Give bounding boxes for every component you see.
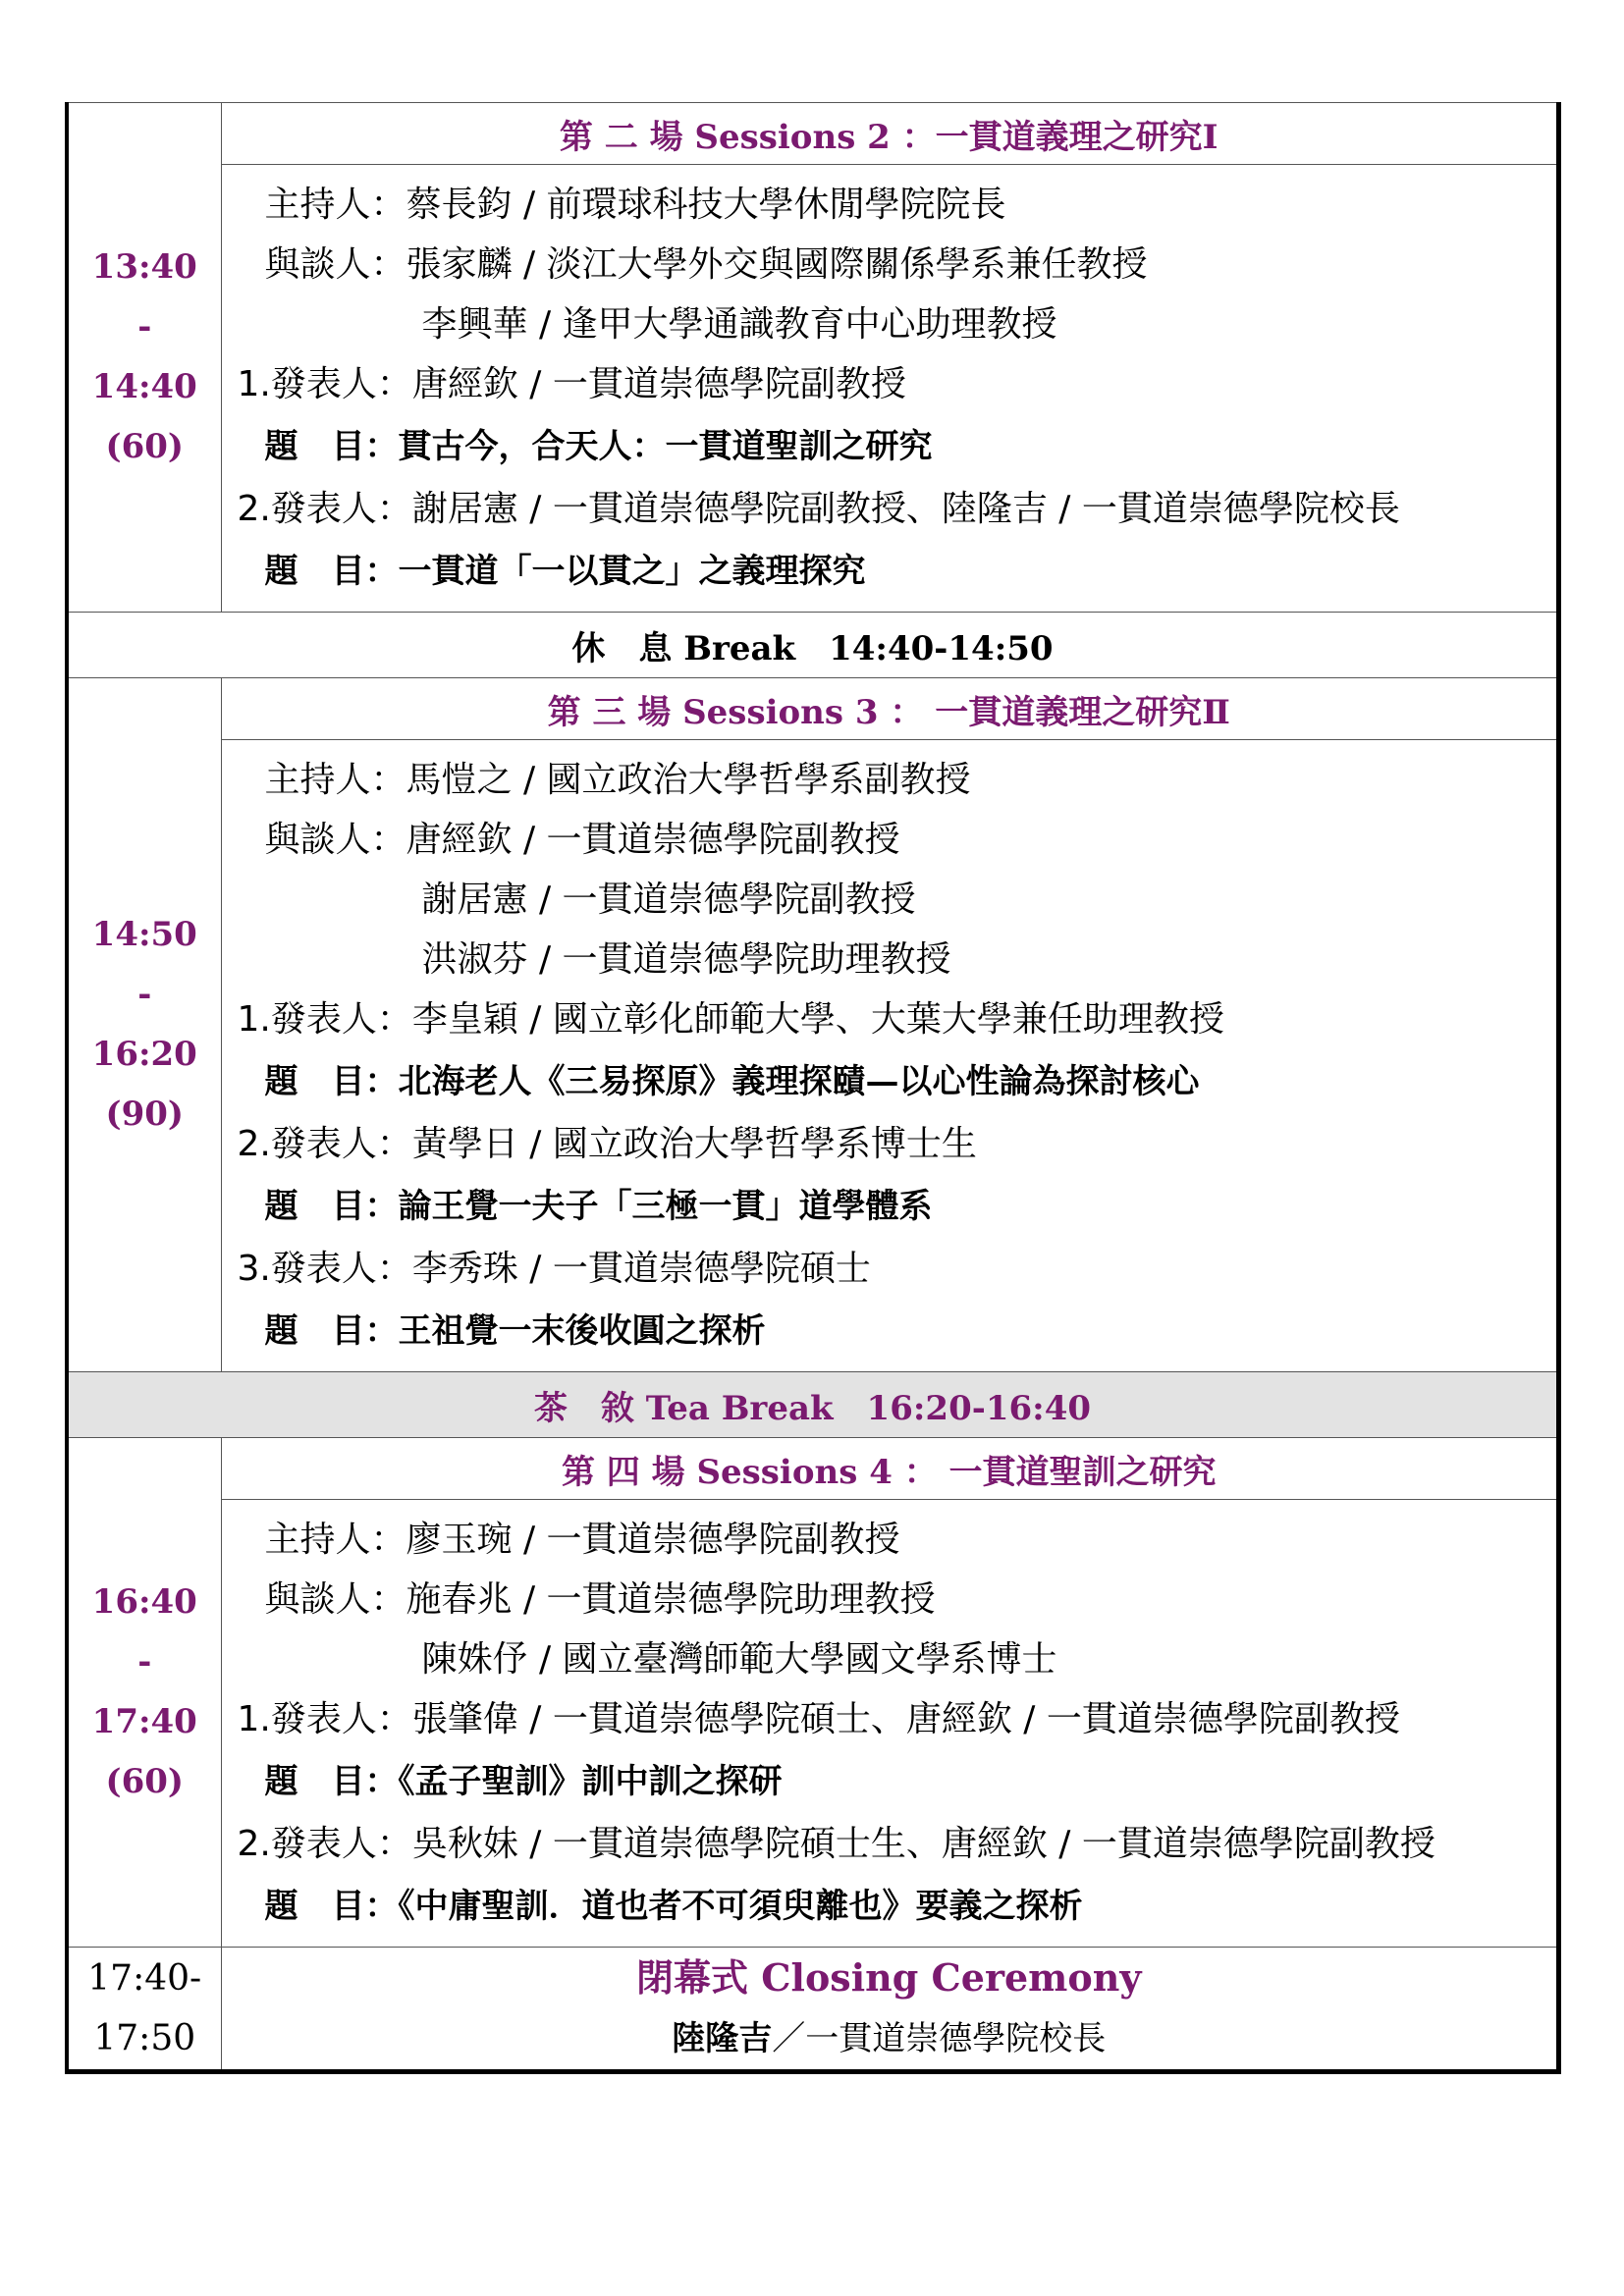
session4-title: 第 四 場 Sessions 4 ： 一貫道聖訓之研究: [221, 1438, 1559, 1500]
session2-time: 13:40 - 14:40 (60): [67, 103, 221, 613]
break-row: [67, 613, 1559, 678]
session2-presenter: 1.發表人：唐經欽 / 一貫道崇德學院副教授: [237, 364, 906, 404]
closing-row: [67, 1948, 1559, 2072]
closing-title: 閉幕式 Closing Ceremony: [636, 1955, 1142, 2000]
session4-discussant: 與談人：施春兆 / 一貫道崇德學院助理教授: [264, 1579, 936, 1620]
closing-speaker-line: [222, 2008, 1557, 2069]
session4-discussant: 陳姝伃 / 國立臺灣師範大學國文學系博士: [421, 1639, 1057, 1680]
session3-body-row: [67, 740, 1559, 1372]
session2-body-row: [67, 165, 1559, 613]
closing-speaker-role: ／一貫道崇德學院校長: [772, 2019, 1107, 2058]
session2-topic: 題 目：貫古今，合天人：一貫道聖訓之研究: [264, 427, 933, 466]
session4-moderator: 主持人：廖玉琬 / 一貫道崇德學院副教授: [264, 1520, 900, 1560]
session4-time: 16:40 - 17:40 (60): [67, 1438, 221, 1948]
closing-time: 17:40- 17:50: [67, 1948, 221, 2072]
session3-presenter: 2.發表人：黃學日 / 國立政治大學哲學系博士生: [237, 1124, 977, 1164]
session3-moderator: 主持人：馬愷之 / 國立政治大學哲學系副教授: [264, 760, 971, 800]
session3-topic: 題 目：王祖覺一末後收圓之探析: [264, 1311, 766, 1351]
session3-discussant: 謝居憲 / 一貫道崇德學院副教授: [421, 880, 916, 920]
session2-header-row: [67, 103, 1559, 165]
session3-discussant: 洪淑芬 / 一貫道崇德學院助理教授: [421, 939, 951, 980]
session4-header-row: [67, 1438, 1559, 1500]
session4-topic: 題 目：《孟子聖訓》訓中訓之探研: [264, 1762, 783, 1801]
session2-moderator: 主持人：蔡長鈞 / 前環球科技大學休閒學院院長: [264, 185, 1006, 225]
session3-presenter: 1.發表人：李皇穎 / 國立彰化師範大學、大葉大學兼任助理教授: [237, 999, 1224, 1040]
break-label: 休 息 Break 14:40-14:50: [67, 613, 1559, 678]
session4-topic: 題 目：《中庸聖訓．道也者不可須臾離也》要義之探析: [264, 1887, 1083, 1926]
session2-topic: 題 目：一貫道「一以貫之」之義理探究: [264, 552, 866, 591]
session2-discussant: 李興華 / 逢甲大學通識教育中心助理教授: [421, 304, 1057, 345]
session3-discussant: 與談人：唐經欽 / 一貫道崇德學院副教授: [264, 820, 900, 860]
session2-details: [221, 165, 1559, 613]
session4-details: [221, 1500, 1559, 1948]
session3-time: 14:50 - 16:20 (90): [67, 678, 221, 1372]
session4-presenter: 1.發表人：張肇偉 / 一貫道崇德學院碩士、唐經欽 / 一貫道崇德學院副教授: [237, 1699, 1400, 1739]
closing-speaker: 陸隆吉: [672, 2019, 773, 2058]
session3-header-row: [67, 678, 1559, 740]
session3-presenter: 3.發表人：李秀珠 / 一貫道崇德學院碩士: [237, 1249, 871, 1289]
session4-body-row: [67, 1500, 1559, 1948]
session3-topic: 題 目：北海老人《三易探原》義理探賾—以心性論為探討核心: [264, 1062, 1200, 1101]
session3-topic: 題 目：論王覺一夫子「三極一貫」道學體系: [264, 1187, 933, 1226]
session2-title: 第 二 場 Sessions 2 ：一貫道義理之研究Ⅰ: [221, 103, 1559, 165]
tea-break-row: [67, 1372, 1559, 1438]
session2-discussant: 與談人：張家麟 / 淡江大學外交與國際關係學系兼任教授: [264, 244, 1148, 285]
tea-break-label: 茶 敘 Tea Break 16:20-16:40: [67, 1372, 1559, 1438]
schedule-table: [65, 102, 1561, 2074]
session4-presenter: 2.發表人：吳秋妹 / 一貫道崇德學院碩士生、唐經欽 / 一貫道崇德學院副教授: [237, 1824, 1435, 1864]
closing-details: [221, 1948, 1559, 2072]
session2-presenter: 2.發表人：謝居憲 / 一貫道崇德學院副教授、陸隆吉 / 一貫道崇德學院校長: [237, 489, 1400, 529]
session3-title: 第 三 場 Sessions 3 ： 一貫道義理之研究Ⅱ: [221, 678, 1559, 740]
session3-details: [221, 740, 1559, 1372]
